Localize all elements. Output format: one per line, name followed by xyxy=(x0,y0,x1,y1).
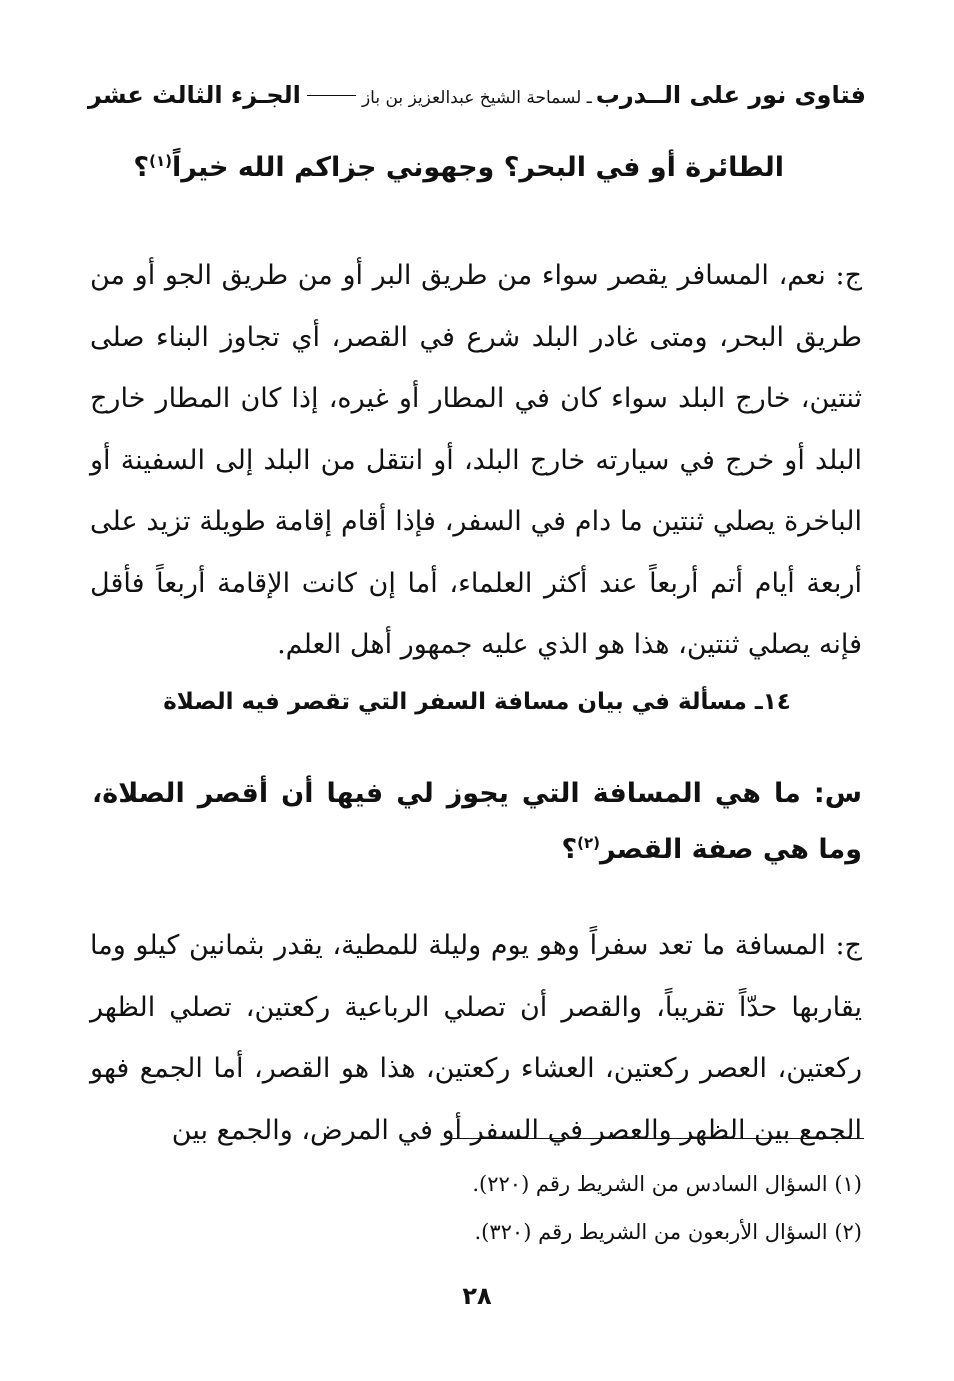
question-2-text: س: ما هي المسافة التي يجوز لي فيها أن أقصر الصلاة، وما هي صفة القصر xyxy=(92,778,862,865)
header-rule xyxy=(307,95,356,96)
question-mark: ؟ xyxy=(133,152,150,183)
question-paragraph-2 xyxy=(92,766,862,878)
question-2-mark: ؟ xyxy=(561,834,578,865)
page-number: ٢٨ xyxy=(462,1282,492,1310)
previous-question-text: الطائرة أو في البحر؟ وجهوني جزاكم الله خيراً xyxy=(171,152,784,183)
footnote-2-number: (٢) xyxy=(834,1220,862,1244)
footnote-2-text: السؤال الأربعون من الشريط رقم (٣٢٠). xyxy=(474,1220,828,1244)
previous-question-end xyxy=(133,148,784,188)
footnote-1 xyxy=(472,1160,862,1208)
book-title: فتاوى نور على الــدرب xyxy=(595,81,866,109)
footnote-ref-2: (٢) xyxy=(577,834,600,852)
section-heading: ١٤ـ مسألة في بيان مسافة السفر التي تقصر فيه الصلاة xyxy=(163,689,791,715)
footnotes xyxy=(472,1160,862,1256)
footnote-1-text: السؤال السادس من الشريط رقم (٢٢٠). xyxy=(472,1172,828,1196)
answer-paragraph-1: ج: نعم، المسافر يقصر سواء من طريق البر أو من طريق الجو أو من طريق البحر، ومتى غادر البلد شرع في القصر، أي تجاوز البناء صلى ثنتين، خارج البلد سواء كان في المطار أو غيره، إذا كان المطار خارج البلد أو خرج في سيارته خارج البلد، أو انتقل من البلد إلى السفينة أو الباخرة يصلي ثنتين ما دام في السفر، فإذا أقام إقامة طويلة تزيد على أربعة أيام أتم أربعاً عند أكثر العلماء، أما إن كانت الإقامة أربعاً فأقل فإنه يصلي ثنتين، هذا هو الذي عليه جمهور أهل العلم. xyxy=(90,260,862,660)
footnote-1-number: (١) xyxy=(834,1172,862,1196)
author-line: ـ لسماحة الشيخ عبدالعزيز بن باز xyxy=(361,88,592,108)
footnote-ref-1: (١) xyxy=(149,152,172,170)
footnote-separator xyxy=(449,1138,864,1139)
answer-paragraph-2: ج: المسافة ما تعد سفراً وهو يوم وليلة للمطية، يقدر بثمانين كيلو وما يقاربها حدّاً تقريباً، والقصر أن تصلي الرباعية ركعتين، تصلي الظهر ركعتين، العصر ركعتين، العشاء ركعتين، هذا هو القصر، أما الجمع فهو الجمع بين الظهر والعصر في السفر أو في المرض، والجمع بين xyxy=(90,930,862,1146)
volume-label: الجـزء الثالث عشر xyxy=(88,81,301,109)
footnote-2 xyxy=(472,1208,862,1256)
running-header xyxy=(88,80,866,113)
